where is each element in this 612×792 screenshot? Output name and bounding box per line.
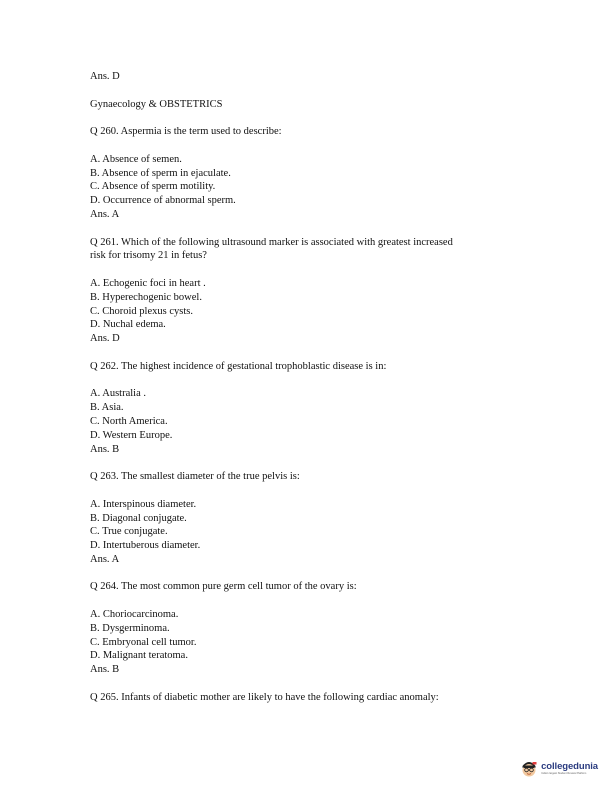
option-c: C. True conjugate. [90, 526, 168, 538]
question-265-text: Q 265. Infants of diabetic mother are likely to have the following cardiac anomaly: [90, 691, 439, 703]
option-a: A. Echogenic foci in heart . [90, 277, 206, 289]
question-261-text-line1: Q 261. Which of the following ultrasound marker is associated with greatest increased [90, 236, 453, 248]
option-d: D. Intertuberous diameter. [90, 540, 201, 552]
answer-263: Ans. A [90, 553, 120, 565]
question-block-265 [90, 691, 540, 705]
option-d: D. Western Europe. [90, 429, 173, 441]
option-c: C. Choroid plexus cysts. [90, 305, 193, 317]
option-b: B. Diagonal conjugate. [90, 512, 187, 524]
brand-tagline: India's largest Student Review Platform [541, 771, 587, 775]
answer-previous: Ans. D [90, 71, 120, 82]
answer-264: Ans. B [90, 664, 120, 676]
option-b: B. Asia. [90, 402, 124, 414]
question-260-text: Q 260. Aspermia is the term used to describe: [90, 126, 282, 138]
question-block-263 [90, 470, 540, 567]
option-d: D. Nuchal edema. [90, 319, 166, 331]
option-b: B. Dysgerminoma. [90, 622, 170, 634]
option-c: C. North America. [90, 415, 168, 427]
collegedunia-logo-icon [520, 760, 538, 778]
answer-262: Ans. B [90, 443, 120, 455]
option-a: A. Choriocarcinoma. [90, 609, 179, 621]
brand-name: collegedunia [541, 761, 598, 773]
option-a: A. Interspinous diameter. [90, 498, 197, 510]
answer-261: Ans. D [90, 333, 120, 345]
question-262-text: Q 262. The highest incidence of gestational trophoblastic disease is in: [90, 360, 387, 372]
option-d: D. Occurrence of abnormal sperm. [90, 195, 236, 207]
document-page [90, 70, 540, 705]
option-b: B. Hyperechogenic bowel. [90, 291, 202, 303]
question-block-262 [90, 360, 540, 457]
question-block-260 [90, 125, 540, 222]
option-c: C. Embryonal cell tumor. [90, 636, 197, 648]
option-a: A. Australia . [90, 388, 146, 400]
question-261-text-line2: risk for trisomy 21 in fetus? [90, 250, 207, 262]
question-263-text: Q 263. The smallest diameter of the true pelvis is: [90, 471, 300, 483]
section-title: Gynaecology & OBSTETRICS [90, 98, 223, 110]
collegedunia-brand[interactable] [520, 760, 598, 778]
option-a: A. Absence of semen. [90, 153, 182, 165]
question-block-261 [90, 236, 540, 346]
question-264-text: Q 264. The most common pure germ cell tumor of the ovary is: [90, 581, 357, 593]
option-b: B. Absence of sperm in ejaculate. [90, 167, 231, 179]
option-d: D. Malignant teratoma. [90, 650, 188, 662]
option-c: C. Absence of sperm motility. [90, 181, 216, 193]
answer-260: Ans. A [90, 208, 120, 220]
question-block-264 [90, 580, 540, 677]
